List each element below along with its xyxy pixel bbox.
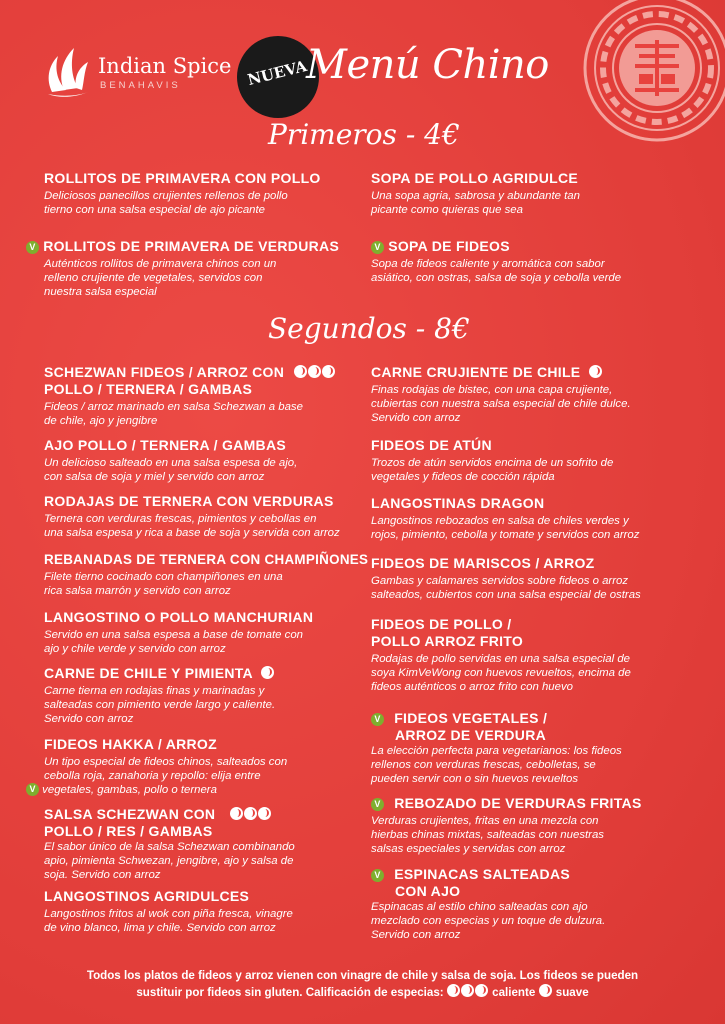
item-description: Langostinos fritos al wok con piña fresca, vinagre de vino blanco, lima y chile. Servido con arroz	[44, 908, 293, 934]
item-description: La elección perfecta para vegetarianos: los fideos rellenos con verduras frescas, cebolletas, se pueden servir con o sin huevos revueltos	[371, 745, 622, 785]
item-name: RODAJAS DE TERNERA CON VERDURAS	[44, 493, 334, 509]
item-name: REBOZADO DE VERDURAS FRITAS	[394, 795, 642, 811]
vegetarian-icon: V	[371, 798, 384, 811]
item-name: REBANADAS DE TERNERA CON CHAMPIÑONES	[44, 552, 369, 567]
vegetarian-icon: V	[26, 783, 39, 796]
item-description: Una sopa agria, sabrosa y abundante tan picante como quieras que sea	[371, 190, 580, 216]
item-name: FIDEOS HAKKA / ARROZ	[44, 736, 217, 752]
item-description: Sopa de fideos caliente y aromática con sabor asiático, con ostras, salsa de soja y cebolla verde	[371, 258, 622, 284]
menu-item	[371, 170, 580, 217]
vegetarian-icon: V	[371, 241, 384, 254]
brand-name: Indian Spice	[98, 54, 232, 78]
menu-item: V ESPINACAS SALTEADAS CON AJO Espinacas al estilo chino salteadas con ajo mezclado con especias y un toque de dulzura. Servido con arroz	[371, 866, 606, 941]
menu-item	[26, 238, 339, 299]
item-name: CARNE DE CHILE Y PIMIENTA	[44, 665, 275, 682]
item-description: Rodajas de pollo servidas en una salsa especial de soya KimVeWong con huevos revueltos, encima de fideos auténticos o arroz frito con huevo	[371, 653, 631, 693]
item-name: LANGOSTINOS AGRIDULCES	[44, 888, 250, 904]
brand	[44, 44, 244, 104]
menu-title: Menú Chino	[306, 42, 549, 88]
item-description: Carne tierna en rodajas finas y marinadas y salteadas con pimiento verde largo y caliente. Servido con arroz	[44, 685, 276, 725]
item-description: Trozos de atún servidos encima de un sofrito de vegetales y fideos de cocción rápida	[371, 457, 614, 483]
item-name: SALSA SCHEZWAN CON	[44, 806, 295, 823]
menu-item	[371, 495, 639, 542]
section-primeros: Primeros - 4€	[268, 118, 460, 151]
menu-item	[29, 736, 288, 797]
item-description: Finas rodajas de bistec, con una capa crujiente, cubiertas con nuestra salsa especial de chile dulce. Servido con arroz	[371, 384, 631, 424]
menu-item	[44, 665, 275, 726]
item-name: FIDEOS DE POLLO /	[371, 616, 512, 632]
menu-item	[371, 795, 642, 856]
menu-item	[44, 493, 340, 540]
menu-item	[44, 437, 297, 484]
footer-note: Todos los platos de fideos y arroz vienen con vinagre de chile y salsa de soja. Los fideos se pueden sustituir por fideos sin gluten. Calificación de especias: caliente suave	[86, 969, 639, 999]
double-happiness-medallion-icon	[579, 0, 725, 146]
item-name: AJO POLLO / TERNERA / GAMBAS	[44, 437, 287, 453]
item-description: Langostinos rebozados en salsa de chiles verdes y rojos, pimiento, cebolla y tomate y servidos con arroz	[371, 515, 640, 541]
item-name: LANGOSTINO O POLLO MANCHURIAN	[44, 609, 314, 625]
item-description: El sabor único de la salsa Schezwan combinando apio, pimienta Schwezan, jengibre, ajo y salsa de soja. Servido con arroz	[44, 841, 295, 881]
item-name: ESPINACAS SALTEADAS	[394, 866, 570, 882]
item-description: Ternera con verduras frescas, pimientos y cebollas en una salsa espesa y rica a base de soja y servida con arroz	[44, 513, 340, 539]
item-name: SOPA DE POLLO AGRIDULCE	[371, 170, 579, 186]
item-name: ROLLITOS DE PRIMAVERA DE VERDURAS	[43, 238, 340, 254]
menu-item	[371, 238, 621, 285]
menu-item	[371, 437, 613, 484]
menu-item	[371, 364, 631, 425]
spice-hot-icon	[230, 806, 272, 822]
item-description: Gambas y calamares servidos sobre fideos o arroz salteados, cubiertos con una salsa especial de ostras	[371, 575, 641, 601]
item-description: Fideos / arroz marinado en salsa Schezwan a base de chile, ajo y jengibre	[44, 401, 303, 427]
menu-item	[44, 888, 293, 935]
spice-hot-icon	[294, 364, 336, 380]
item-description: Servido en una salsa espesa a base de tomate con ajo y chile verde y servido con arroz	[44, 629, 303, 655]
item-description: Espinacas al estilo chino salteadas con ajo mezclado con especias y un toque de dulzura. Servido con arroz	[371, 901, 606, 941]
menu-item: SCHEZWAN FIDEOS / ARROZ CON POLLO / TERNERA / GAMBAS Fideos / arroz marinado en salsa Schezwan a base de chile, ajo y jengibre	[44, 364, 336, 428]
menu-item	[371, 555, 641, 602]
item-name: ROLLITOS DE PRIMAVERA CON POLLO	[44, 170, 321, 186]
item-description: Deliciosos panecillos crujientes rellenos de pollo tierno con una salsa especial de ajo picante	[44, 190, 288, 216]
item-description: Auténticos rollitos de primavera chinos con un relleno crujiente de vegetales, servidos con nuestra salsa especial	[44, 258, 277, 298]
item-description: Un delicioso salteado en una salsa espesa de ajo, con salsa de soja y miel y servido con arroz	[44, 457, 298, 483]
spice-mild-icon	[261, 666, 274, 679]
item-description: Un tipo especial de fideos chinos, salteados con cebolla roja, zanahoria y repollo: elija entre V vegetales, gambas, pollo o ternera	[44, 755, 287, 797]
vegetarian-icon: V	[371, 713, 384, 726]
vegetarian-icon: V	[26, 241, 39, 254]
vegetarian-icon: V	[371, 869, 384, 882]
spice-mild-icon	[589, 365, 602, 378]
item-description: Verduras crujientes, fritas en una mezcla con hierbas chinas mixtas, salteadas con nuestras salsas especiales y servidas con arroz	[371, 815, 604, 855]
menu-item: SALSA SCHEZWAN CON POLLO / RES / GAMBAS El sabor único de la salsa Schezwan combinando apio, pimienta Schwezan, jengibre, ajo y salsa de soja. Servido con arroz	[44, 806, 295, 881]
spice-hot-icon	[447, 986, 489, 999]
menu-item: V FIDEOS VEGETALES / ARROZ DE VERDURA La elección perfecta para vegetarianos: los fideos rellenos con verduras frescas, cebolletas, se pueden servir con o sin huevos revueltos	[371, 710, 622, 785]
item-name: FIDEOS DE MARISCOS / ARROZ	[371, 555, 595, 571]
menu-item	[44, 170, 321, 217]
new-badge-label: NUEVA	[245, 56, 309, 90]
menu-item	[44, 609, 313, 656]
lotus-logo-icon	[44, 44, 92, 100]
item-name: FIDEOS VEGETALES /	[394, 710, 548, 726]
spice-mild-icon	[539, 984, 552, 997]
item-description: Filete tierno cocinado con champiñones en una rica salsa marrón y servido con arroz	[44, 571, 283, 597]
menu-item	[44, 551, 368, 598]
item-name: FIDEOS DE ATÚN	[371, 437, 492, 453]
item-name: SOPA DE FIDEOS	[388, 238, 510, 254]
menu-item: FIDEOS DE POLLO / POLLO ARROZ FRITO Rodajas de pollo servidas en una salsa especial de soya KimVeWong con huevos revueltos, encima de fideos auténticos o arroz frito con huevo	[371, 616, 631, 693]
item-name: CARNE CRUJIENTE DE CHILE	[371, 364, 631, 381]
brand-location: BENAHAVIS	[100, 80, 181, 91]
item-name: LANGOSTINAS DRAGON	[371, 495, 545, 511]
item-name: SCHEZWAN FIDEOS / ARROZ CON	[44, 364, 336, 381]
section-segundos: Segundos - 8€	[268, 312, 470, 345]
